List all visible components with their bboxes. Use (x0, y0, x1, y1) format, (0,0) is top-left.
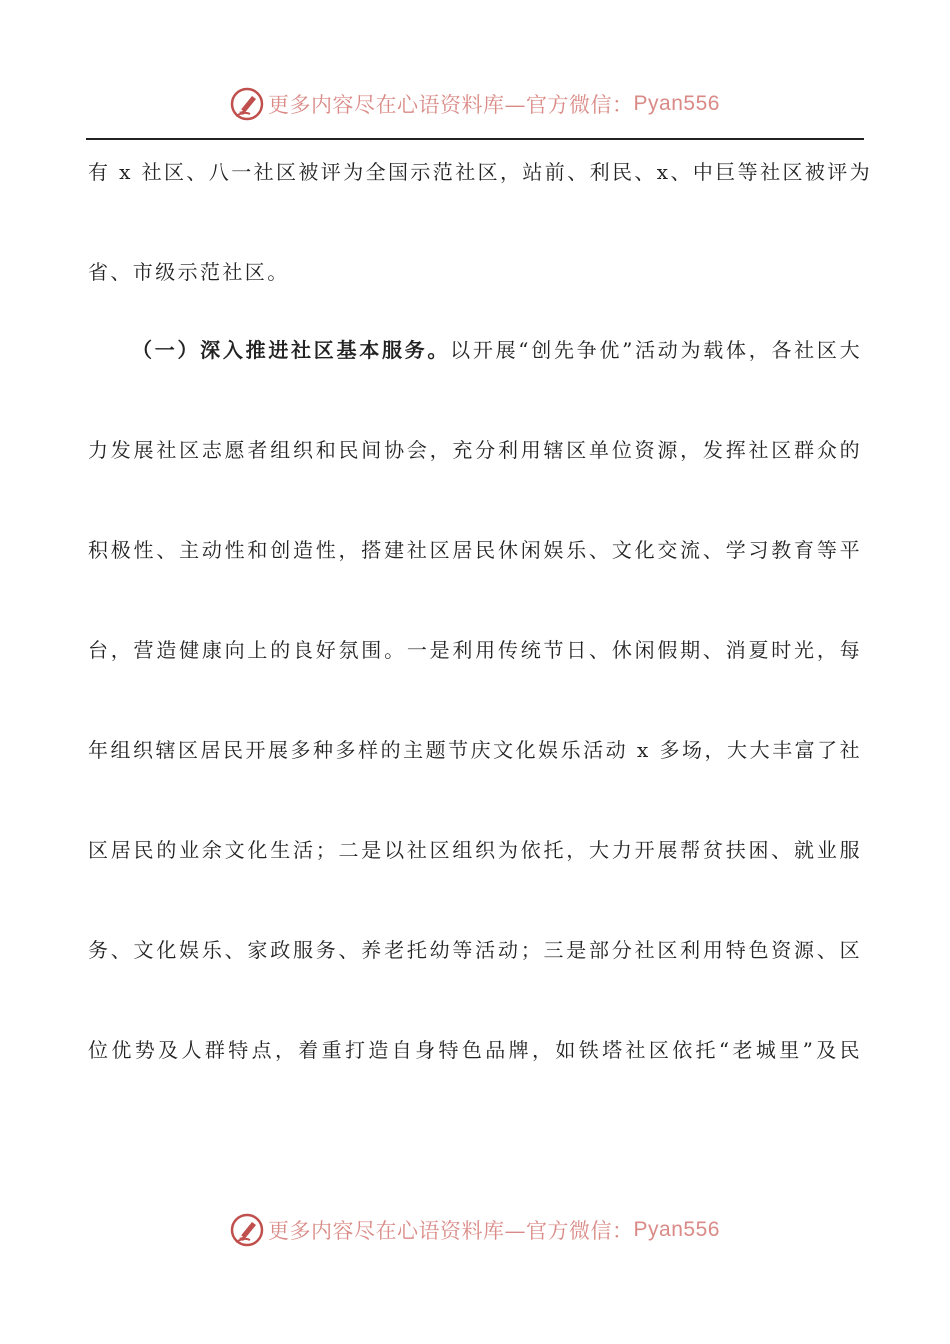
paragraph-line: 积极性、主动性和创造性，搭建社区居民休闲娱乐、文化交流、学习教育等平 (88, 538, 862, 562)
document-body (88, 146, 873, 1124)
paragraph-line: 力发展社区志愿者组织和民间协会，充分利用辖区单位资源，发挥社区群众的 (88, 438, 862, 462)
paragraph-line: 年组织辖区居民开展多种多样的主题节庆文化娱乐活动 x 多场，大大丰富了社 (88, 738, 862, 762)
section-heading: （一）深入推进社区基本服务。 (132, 338, 451, 362)
paragraph-line: 务、文化娱乐、家政服务、养老托幼等活动；三是部分社区利用特色资源、区 (88, 938, 862, 962)
footer-banner (0, 1206, 950, 1254)
paragraph-line: 位优势及人群特点，着重打造自身特色品牌，如铁塔社区依托“老城里”及民 (88, 1038, 862, 1062)
pen-nib-logo-icon (230, 87, 264, 121)
footer-wechat-id: Pyan556 (633, 1218, 720, 1241)
paragraph-line: 区居民的业余文化生活；二是以社区组织为依托，大力开展帮贫扶困、就业服 (88, 838, 862, 862)
paragraph-line: 台，营造健康向上的良好氛围。一是利用传统节日、休闲假期、消夏时光，每 (88, 638, 862, 662)
paragraph-line: 省、市级示范社区。 (88, 260, 290, 284)
pen-nib-logo-icon (230, 1213, 264, 1247)
section-heading-line (88, 324, 862, 424)
header-banner (0, 80, 950, 128)
header-wechat-id: Pyan556 (633, 92, 720, 115)
footer-banner-text: 更多内容尽在心语资料库—官方微信： (268, 1219, 634, 1243)
header-banner-text: 更多内容尽在心语资料库—官方微信： (268, 93, 634, 117)
paragraph-line: 有 x 社区、八一社区被评为全国示范社区，站前、利民、x、中巨等社区被评为 (88, 160, 873, 184)
paragraph-text: 以开展“创先争优”活动为载体，各社区大 (450, 338, 862, 362)
header-divider (86, 138, 864, 140)
